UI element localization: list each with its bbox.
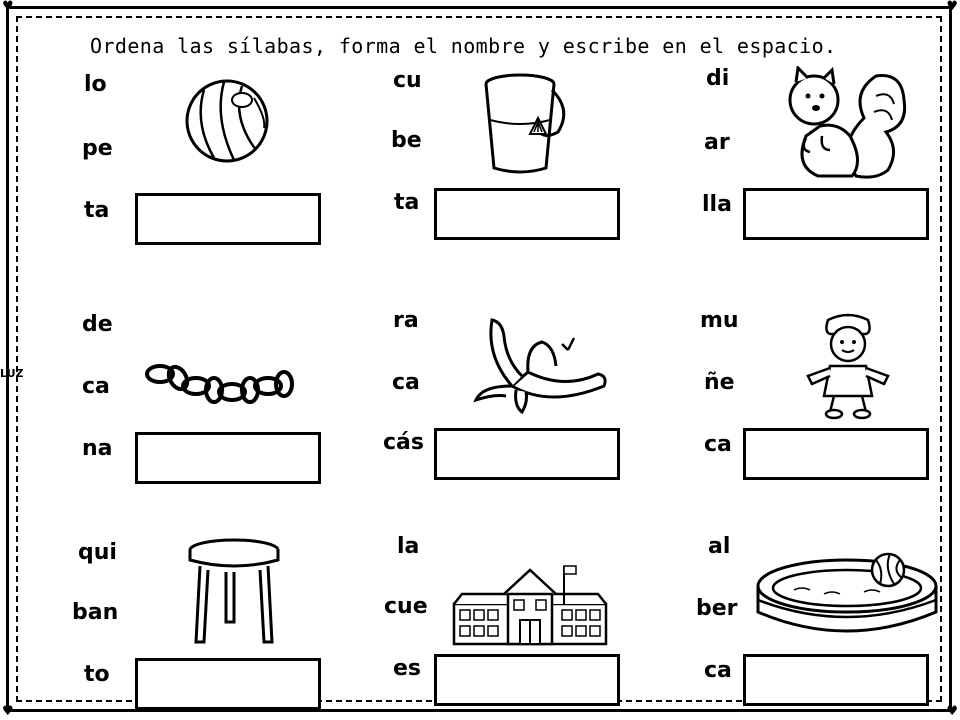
chain-icon bbox=[144, 356, 296, 410]
answer-box[interactable] bbox=[135, 658, 321, 710]
syllable: cás bbox=[383, 430, 424, 455]
answer-box[interactable] bbox=[135, 432, 321, 484]
syllable: la bbox=[397, 534, 420, 559]
banana-icon bbox=[472, 316, 614, 414]
syllable: ban bbox=[72, 600, 119, 625]
corner-heart-icon: ♥ bbox=[2, 704, 14, 719]
syllable: ca bbox=[82, 374, 110, 399]
pool-icon bbox=[754, 546, 940, 646]
syllable: ca bbox=[704, 658, 732, 683]
syllable: lo bbox=[84, 72, 107, 97]
corner-heart-icon: ♥ bbox=[946, 0, 958, 14]
syllable: to bbox=[84, 662, 110, 687]
answer-box[interactable] bbox=[743, 428, 929, 480]
beach-ball-icon bbox=[184, 78, 270, 164]
syllable: es bbox=[393, 656, 422, 681]
syllable: na bbox=[82, 436, 113, 461]
syllable: ar bbox=[704, 130, 730, 155]
syllable: ca bbox=[392, 370, 420, 395]
answer-box[interactable] bbox=[135, 193, 321, 245]
syllable: ber bbox=[696, 596, 738, 621]
answer-box[interactable] bbox=[743, 654, 929, 706]
syllable: ta bbox=[84, 198, 110, 223]
sand-bucket-icon bbox=[478, 70, 572, 178]
answer-box[interactable] bbox=[434, 428, 620, 480]
answer-box[interactable] bbox=[743, 188, 929, 240]
corner-heart-icon: ♥ bbox=[2, 0, 14, 14]
corner-heart-icon: ♥ bbox=[946, 704, 958, 719]
syllable: ñe bbox=[704, 370, 735, 395]
syllable: qui bbox=[78, 540, 117, 565]
syllable: de bbox=[82, 312, 113, 337]
syllable: ta bbox=[394, 190, 420, 215]
syllable: ca bbox=[704, 432, 732, 457]
answer-box[interactable] bbox=[434, 654, 620, 706]
syllable: ra bbox=[393, 308, 419, 333]
syllable: cue bbox=[384, 594, 428, 619]
syllable: lla bbox=[702, 192, 732, 217]
doll-icon bbox=[800, 312, 896, 420]
side-mark: LUZ bbox=[0, 367, 24, 380]
school-icon bbox=[452, 564, 608, 648]
syllable: di bbox=[706, 66, 730, 91]
syllable: pe bbox=[82, 136, 113, 161]
answer-box[interactable] bbox=[434, 188, 620, 240]
syllable: be bbox=[391, 128, 422, 153]
syllable: cu bbox=[393, 68, 422, 93]
stool-icon bbox=[186, 536, 282, 646]
squirrel-icon bbox=[776, 66, 908, 184]
instruction-title: Ordena las sílabas, forma el nombre y escribe en el espacio. bbox=[90, 34, 837, 58]
syllable: mu bbox=[700, 308, 739, 333]
syllable: al bbox=[708, 534, 731, 559]
